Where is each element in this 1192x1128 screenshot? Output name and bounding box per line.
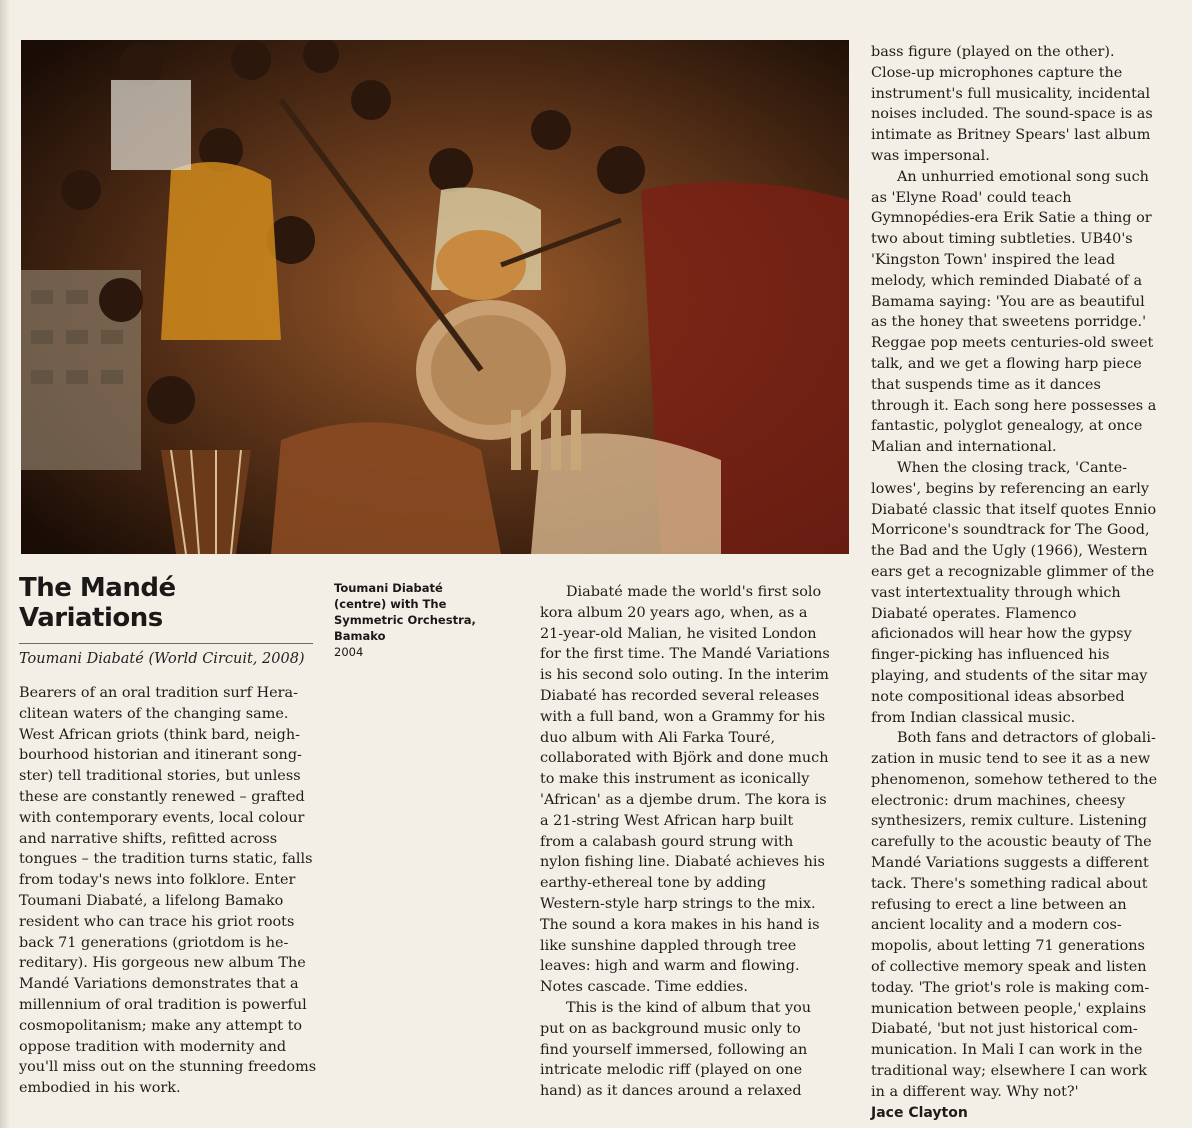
- article-column-3: [871, 42, 1163, 1123]
- album-byline: Toumani Diabaté (World Circuit, 2008): [19, 651, 305, 667]
- article-column-1: [19, 683, 319, 1099]
- column2-paragraph-1: Diabaté made the world's first solo kora album 20 years ago, when, as a 21-year-old Malian, he visited London for the first time. The Mandé Variations is his second solo outing. In the interim Diabaté has recorded several releases with a full band, won a Grammy for his duo album with Ali Farka Touré, collaborated with Björk and done much to make this instrument as iconically 'African' as a djembe drum. The kora is a 21-string West African harp built from a calabash gourd strung with nylon fishing line. Diabaté achieves his earthy-ethereal tone by adding Western-style harp strings to the mix. The sound a kora makes in his hand is like sunshine dappled through tree leaves: high and warm and flowing. Notes cascade. Time eddies.: [540, 584, 830, 996]
- column3-paragraph-1: bass figure (played on the other). Close-up microphones capture the instrument's full musicality, incidental noises included. The sound-space is as intimate as Britney Spears' last album was impersonal.: [871, 44, 1153, 164]
- article-column-2: [540, 582, 830, 1102]
- column3-paragraph-3: When the closing track, 'Cante-lowes', begins by referencing an early Diabaté classic that itself quotes Ennio Morricone's soundtrack for The Good, the Bad and the Ugly (1966), Western ears get a recognizable glimmer of the vast intertextuality through which Diabaté operates. Flamenco aficionados will hear how the gypsy finger-picking has influenced his playing, and students of the sitar may note compositional ideas absorbed from Indian classical music.: [871, 459, 1157, 726]
- column1-paragraph-1: Bearers of an oral tradition surf Hera-clitean waters of the changing same. West African griots (think bard, neigh-bourhood historian and itinerant song-ster) tell traditional stories, but unless these are constantly renewed – grafted with contemporary events, local colour and narrative shifts, refitted across tongues – the tradition turns static, falls from today's news into folklore. Enter Toumani Diabaté, a lifelong Bamako resident who can trace his griot roots back 71 generations (griotdom is he-reditary). His gorgeous new album The Mandé Variations demonstrates that a millennium of oral tradition is powerful cosmopolitanism; make any attempt to oppose tradition with modernity and you'll miss out on the stunning freedoms embodied in his work.: [19, 685, 317, 1097]
- photo-caption: [334, 580, 484, 660]
- article-photo: [21, 40, 849, 554]
- article-headline: The Mandé Variations: [19, 573, 176, 633]
- page-edge: [0, 0, 10, 1128]
- column3-paragraph-4: Both fans and detractors of globali-zation in music tend to see it as a new phenomenon, somehow tethered to the electronic: drum machines, cheesy synthesizers, remix culture. Listening carefully to the acoustic beauty of The Mandé Variations suggests a different tack. There's something radical about refusing to erect a line between an ancient locality and a modern cos-mopolis, about letting 71 generations of collective memory speak and listen today. 'The griot's role is making com-munication between people,' explains Diabaté, 'but not just historical com-munication. In Mali I can work in the traditional way; elsewhere I can work in a different way. Why not?': [871, 730, 1158, 1100]
- headline-divider: [19, 643, 313, 644]
- caption-year: 2004: [334, 645, 364, 659]
- caption-title: Toumani Diabaté (centre) with The Symmetric Orchestra, Bamako: [334, 581, 476, 643]
- musicians-photo-icon: [21, 40, 849, 554]
- column2-paragraph-2: This is the kind of album that you put on as background music only to find yourself immersed, following an intricate melodic riff (played on one hand) as it dances around a relaxed: [540, 999, 812, 1100]
- article-author: Jace Clayton: [871, 1104, 968, 1121]
- column3-paragraph-2: An unhurried emotional song such as 'Elyne Road' could teach Gymnopédies-era Erik Satie a thing or two about timing subtleties. UB40's 'Kingston Town' inspired the lead melody, which reminded Diabaté of a Bamama saying: 'You are as beautiful as the honey that sweetens porridge.' Reggae pop meets centuries-old sweet talk, and we get a flowing harp piece that suspends time as it dances through it. Each song here possesses a fantastic, polyglot genealogy, at once Malian and international.: [871, 168, 1157, 456]
